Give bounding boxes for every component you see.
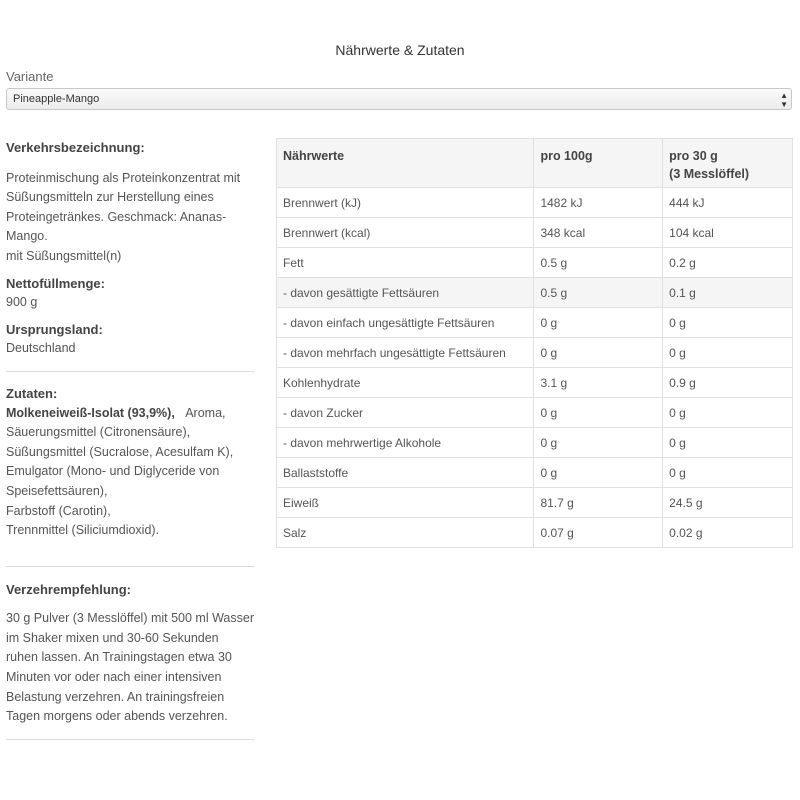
designation-heading: Verkehrsbezeichnung: <box>6 140 145 155</box>
table-cell: 1482 kJ <box>534 188 663 218</box>
select-arrows-icon: ▲ ▼ <box>780 91 788 109</box>
col-header-per-30g: pro 30 g (3 Messlöffel) <box>663 139 793 188</box>
table-cell: Fett <box>277 248 534 278</box>
table-cell: Ballaststoffe <box>277 458 534 488</box>
table-cell: 348 kcal <box>534 218 663 248</box>
table-cell: 0.5 g <box>534 278 663 308</box>
table-cell: 104 kcal <box>663 218 793 248</box>
ingredients-aroma: Aroma, <box>185 405 226 420</box>
table-cell: 0 g <box>534 308 663 338</box>
table-cell: - davon mehrwertige Alkohole <box>277 428 534 458</box>
table-cell: 0.07 g <box>534 518 663 548</box>
table-cell: - davon Zucker <box>277 398 534 428</box>
table-cell: Kohlenhydrate <box>277 368 534 398</box>
table-cell: 3.1 g <box>534 368 663 398</box>
variant-selected-value: Pineapple-Mango <box>13 93 100 105</box>
table-cell: Salz <box>277 518 534 548</box>
table-cell: Brennwert (kcal) <box>277 218 534 248</box>
table-cell: 24.5 g <box>663 488 793 518</box>
ingredients-heading: Zutaten: <box>6 385 58 401</box>
designation-sweetener: mit Süßungsmittel(n) <box>6 248 122 263</box>
col-header-nutrient: Nährwerte <box>277 139 534 188</box>
table-cell: 0 g <box>663 308 793 338</box>
table-cell: - davon einfach ungesättigte Fettsäuren <box>277 308 534 338</box>
ingredients-text <box>6 404 254 541</box>
table-cell: 0 g <box>663 338 793 368</box>
page-title: Nährwerte & Zutaten <box>335 42 465 58</box>
usage-heading: Verzehrempfehlung: <box>6 581 131 597</box>
ingredients-emulsifier: Emulgator (Mono- und Diglyceride von Speisefettsäuren), <box>6 464 220 498</box>
net-value: 900 g <box>6 295 38 310</box>
designation-text: Proteinmischung als Proteinkonzentrat mit Süßungsmitteln zur Herstellung eines Proteingetränkes. Geschmack: Ananas-Mango. <box>6 170 241 244</box>
variant-select[interactable] <box>6 88 792 110</box>
table-cell: 0 g <box>663 398 793 428</box>
table-cell: Eiweiß <box>277 488 534 518</box>
col-header-per-100g: pro 100g <box>534 139 663 188</box>
nutrition-table <box>276 138 793 548</box>
ingredients-main: Molkeneiweiß-Isolat (93,9%), <box>6 405 175 420</box>
origin-heading: Ursprungsland: <box>6 321 103 337</box>
ingredients-colour: Farbstoff (Carotin), <box>6 503 111 518</box>
table-cell: 0 g <box>663 428 793 458</box>
table-cell: - davon mehrfach ungesättigte Fettsäuren <box>277 338 534 368</box>
table-cell: 0.5 g <box>534 248 663 278</box>
table-cell: 444 kJ <box>663 188 793 218</box>
ingredients-anticaking: Trennmittel (Siliciumdioxid). <box>6 523 160 538</box>
table-cell: Brennwert (kJ) <box>277 188 534 218</box>
ingredients-acid: Säuerungsmittel (Citronensäure), <box>6 425 191 440</box>
table-cell: 0 g <box>534 458 663 488</box>
table-cell: 0.02 g <box>663 518 793 548</box>
table-cell: 0.9 g <box>663 368 793 398</box>
usage-text: 30 g Pulver (3 Messlöffel) mit 500 ml Wasser im Shaker mixen und 30-60 Sekunden ruhen lassen. An Trainingstagen etwa 30 Minuten vor oder nach einer intensiven Belastung verzehren. An trainingsfreien Tagen morgens oder abends verzehren. <box>6 611 254 724</box>
ingredients-sweetener: Süßungsmittel (Sucralose, Acesulfam K), <box>6 444 234 459</box>
table-cell: 0 g <box>663 458 793 488</box>
table-cell: 0 g <box>534 398 663 428</box>
table-cell: - davon gesättigte Fettsäuren <box>277 278 534 308</box>
origin-value: Deutschland <box>6 341 76 356</box>
variant-label: Variante <box>6 69 54 84</box>
divider <box>6 739 254 740</box>
product-info <box>6 138 254 740</box>
table-cell: 0.1 g <box>663 278 793 308</box>
table-cell: 81.7 g <box>534 488 663 518</box>
table-cell: 0 g <box>534 428 663 458</box>
net-heading: Nettofüllmenge: <box>6 275 105 291</box>
table-cell: 0 g <box>534 338 663 368</box>
table-cell: 0.2 g <box>663 248 793 278</box>
